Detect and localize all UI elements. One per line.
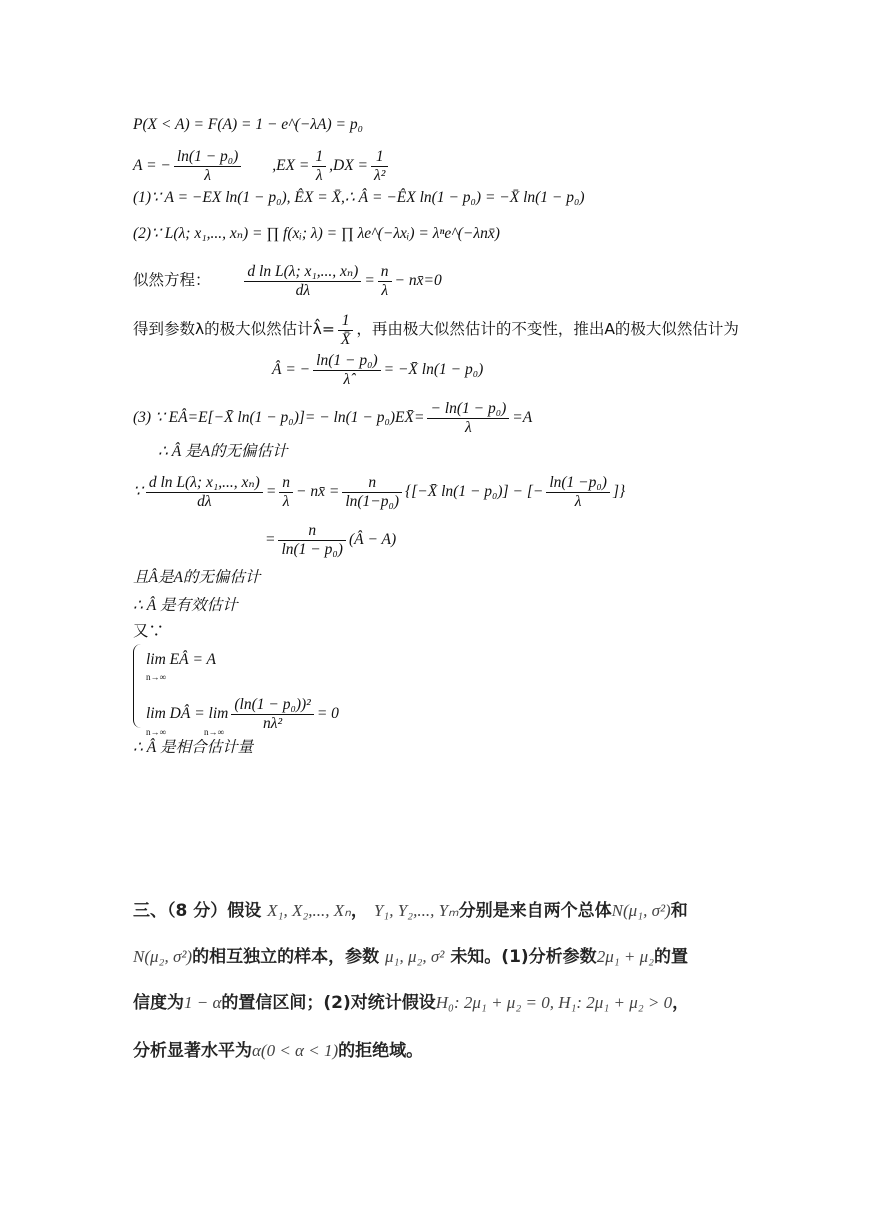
eq-line-15: lim EÂ = A n→∞ [146, 650, 216, 670]
eq-line-4: (2)∵ L(λ; x₁,..., xₙ) = ∏ f(xᵢ; λ) = ∏ λe^(−λxᵢ) = λⁿe^(−λnx̄) [133, 225, 500, 242]
eq-line-6: 得到参数λ的极大似然估计λ̂= $\frac{1}{X̄}$ ，再由极大似然估计的不变性，推出A的极大似然估计为 [133, 312, 739, 348]
eq-line-2: A = − $\frac{\text{ln(1 − p₀)}}{\lambda}$ ,EX = $\frac{1}{\lambda}$ ,DX = $\frac{1}{\text{λ²}}$ [133, 148, 391, 185]
limit-subscript: n→∞ [204, 727, 224, 737]
eq-line-11: = $\frac{n}{\text{ln(1 − p₀)}}$ (Â − A) [265, 522, 397, 558]
eq-line-7: Â = − $\frac{\text{ln(1 − p₀)}}{\lambdâ}$ = −X̄ ln(1 − p₀) [272, 352, 484, 388]
problem-line-2: N(μ₂, σ²)的相互独立的样本，参数 μ₁, μ₂, σ² 未知。(1)分析参数2μ₁ + μ₂的置 [133, 947, 689, 967]
eq-line-10: ∵ $\frac{\text{d ln L(λ; x₁,..., xₙ)}}{d\lambda}$ = $\frac{n}{\lambda}$ − nx̄ = $\frac{n}{\text{ln(1−p₀)}}$ {[−X̄ ln(1 − p₀)] − [− $\frac{\text{ln(1 −p₀)}}{\lambda}$ ]} [133, 474, 626, 510]
eq-line-17: ∴ Â 是相合估计量 [133, 739, 254, 756]
problem-line-3: 信度为1 − α的置信区间；(2)对统计假设H₀: 2μ₁ + μ₂ = 0, H₁: 2μ₁ + μ₂ > 0， [133, 993, 690, 1013]
problem-line-4: 分析显著水平为α(0 < α < 1)的拒绝域。 [133, 1041, 424, 1061]
eq-line-8: (3) ∵ EÂ=E[−X̄ ln(1 − p₀)]= − ln(1 − p₀)EX̄= $\frac{\text{− ln(1 − p₀)}}{\lambda}$ =A [133, 400, 533, 436]
eq-line-9: ∴ Â 是A的无偏估计 [158, 443, 288, 460]
eq-line-13: ∴ Â 是有效估计 [133, 597, 238, 614]
eq-line-16: lim DÂ = lim $\frac{\text{(ln(1 − p₀))²}}{\text{nλ²}}$ = 0 n→∞ n→∞ [146, 696, 339, 733]
limit-subscript: n→∞ [146, 672, 166, 682]
eq-line-5: 似然方程： $\frac{\text{d ln L(λ; x₁,..., xₙ)}}{d\lambda}$ = $\frac{n}{\lambda}$ − nx̄=0 [133, 263, 442, 299]
eq-line-12: 且Â是A的无偏估计 [133, 569, 261, 586]
limit-subscript: n→∞ [146, 727, 166, 737]
problem-line-1: 三、（8 分）假设 X₁, X₂,..., Xₙ， Y₁, Y₂,..., Yₘ分别是来自两个总体N(μ₁, σ²)和 [133, 901, 688, 921]
eq-line-1: P(X < A) = F(A) = 1 − e^(−λA) = p₀ [133, 116, 364, 133]
eq-line-14: 又∵ [133, 623, 165, 640]
system-brace [133, 644, 144, 728]
eq-line-3: (1)∵ A = −EX ln(1 − p₀), ÊX = X̄,∴ Â = −ÊX ln(1 − p₀) = −X̄ ln(1 − p₀) [133, 189, 585, 206]
